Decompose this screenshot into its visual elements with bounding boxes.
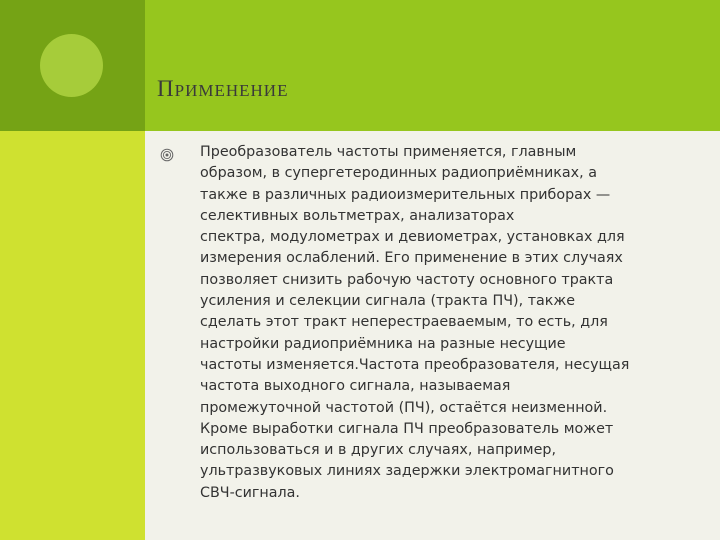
- slide-title-initial: П: [157, 76, 175, 101]
- body-line: измерения ослаблений. Его применение в этих случаях: [200, 250, 623, 267]
- circled-dot-bullet-icon: [160, 148, 174, 162]
- body-line: промежуточной частотой (ПЧ), остаётся неизменной.: [200, 399, 608, 416]
- body-line: Преобразователь частоты применяется, главным: [200, 144, 577, 160]
- decorative-circle: [40, 34, 103, 97]
- body-line: СВЧ-сигнала.: [200, 484, 300, 501]
- body-line: настройки радиоприёмника на разные несущие: [200, 335, 566, 352]
- body-line: Кроме выработки сигнала ПЧ преобразователь может: [200, 420, 614, 437]
- body-line: использоваться и в других случаях, например,: [200, 442, 556, 459]
- bullet-body-text: [200, 142, 680, 504]
- body-line: селективных вольтметрах, анализаторах: [200, 207, 515, 224]
- slide-title: [157, 76, 288, 102]
- title-band: [145, 0, 720, 131]
- body-line: частота выходного сигнала, называемая: [200, 378, 511, 395]
- body-line: ультразвуковых линиях задержки электромагнитного: [200, 463, 614, 480]
- body-line: спектра, модулометрах и девиометрах, установках для: [200, 229, 625, 246]
- body-line: также в различных радиоизмерительных приборах —: [200, 186, 611, 203]
- body-line: позволяет снизить рабочую частоту основного тракта: [200, 271, 614, 288]
- slide-title-rest: РИМЕНЕНИЕ: [174, 81, 289, 100]
- left-accent-light-strip: [0, 131, 145, 540]
- body-line: частоты изменяется.Частота преобразователя, несущая: [200, 356, 630, 373]
- body-line: образом, в супергетеродинных радиоприёмниках, а: [200, 165, 597, 182]
- body-line: усиления и селекции сигнала (тракта ПЧ), также: [200, 293, 576, 310]
- body-line: сделать этот тракт неперестраеваемым, то есть, для: [200, 314, 608, 331]
